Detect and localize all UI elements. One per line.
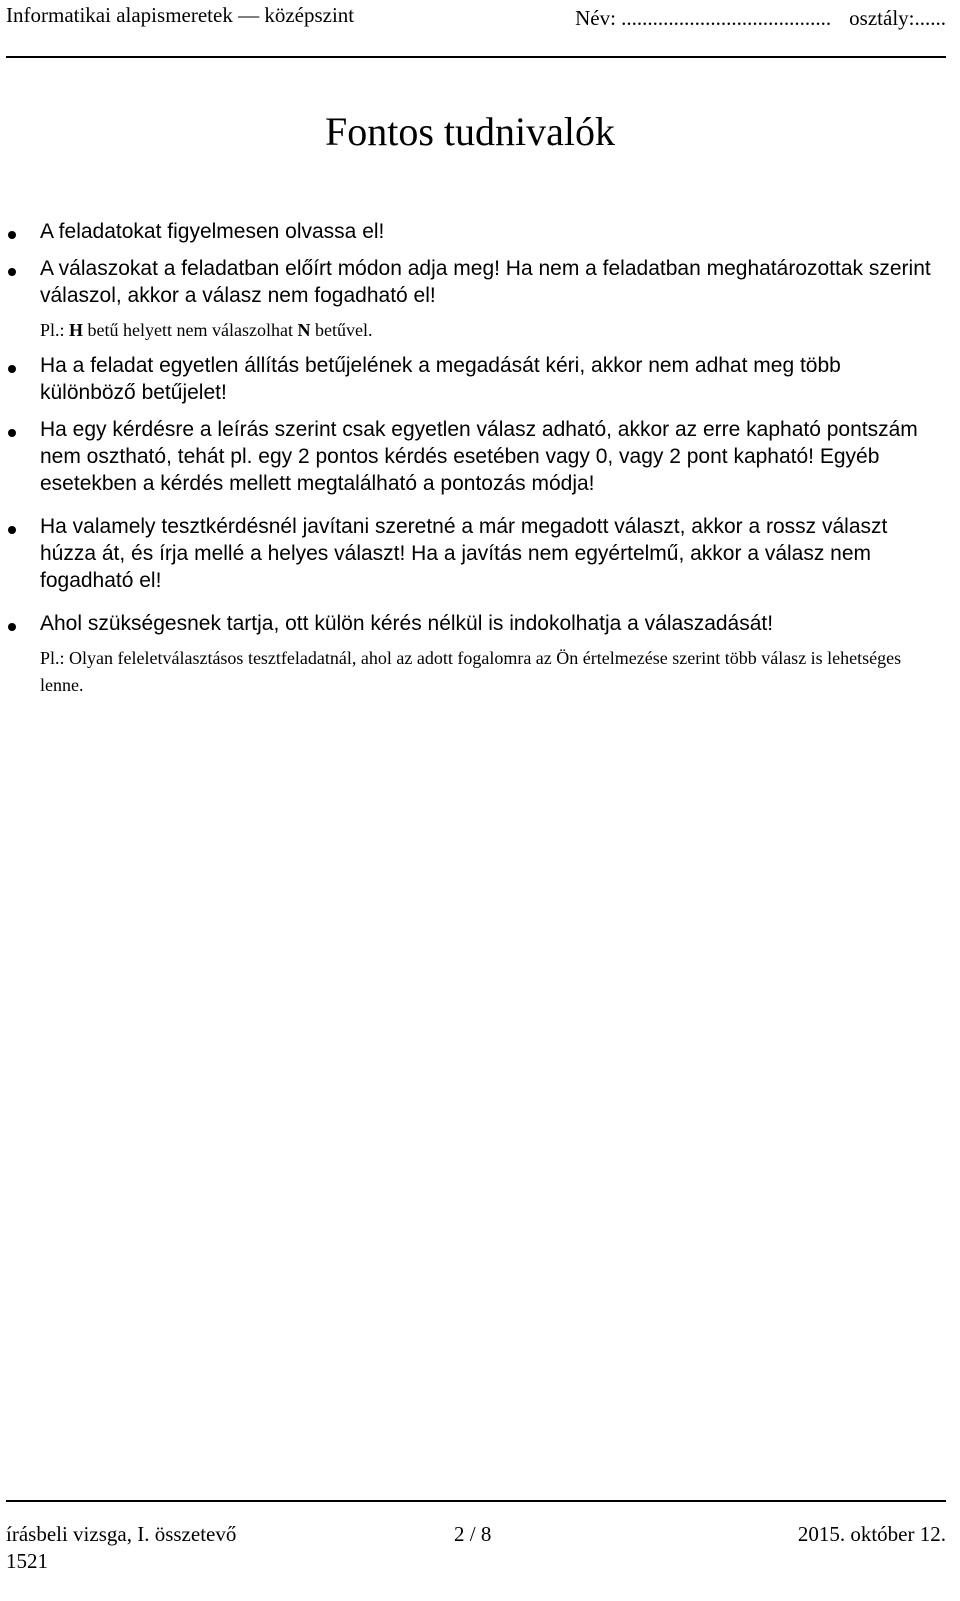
rule-example: Pl.: H betű helyett nem válaszolhat N betűvel. [40,320,373,340]
rule-item [40,513,940,594]
rule-text: A válaszokat a feladatban előírt módon adja meg! Ha nem a feladatban meghatározottak szerint válaszol, akkor a válasz nem fogadható el! [40,257,931,307]
rule-text: Ha egy kérdésre a leírás szerint csak egyetlen válasz adható, akkor az erre kapható pontszám nem osztható, tehát pl. egy 2 pontos kérdés esetében vagy 0, vagy 2 pont kapható! Egyéb esetekben a kérdés mellett megtalálható a pontozás módja! [40,418,918,495]
bullet-icon [8,268,16,276]
rule-item [40,218,940,245]
footer-page-number: 2 / 8 [454,1522,492,1546]
name-field: Név: ........................................ [575,6,832,30]
rule-item [40,255,940,309]
rules-list [40,218,940,699]
rule-item [40,416,940,497]
footer-code: 1521 [6,1549,48,1573]
footer-date: 2015. október 12. [797,1522,946,1546]
bullet-icon [8,365,16,373]
page-header [6,0,946,58]
class-field: osztály:...... [849,6,946,30]
bullet-icon [8,429,16,437]
rule-item [40,352,940,406]
rule-text: A feladatokat figyelmesen olvassa el! [40,220,385,243]
bullet-icon [8,231,16,239]
header-student-fields [575,6,946,31]
page-footer [6,1500,946,1592]
header-subject: Informatikai alapismeretek — középszint [6,3,355,27]
page-title: Fontos tudnivalók [324,109,616,154]
footer-exam: írásbeli vizsga, I. összetevő [6,1522,237,1546]
rule-text: Ahol szükségesnek tartja, ott külön kérés nélkül is indokolhatja a válaszadását! [40,612,774,635]
bullet-icon [8,526,16,534]
rule-item [40,610,940,637]
rule-example: Pl.: Olyan feleletválasztásos tesztfeladatnál, ahol az adott fogalomra az Ön értelmezése szerint több válasz is lehetséges lenne. [40,648,902,695]
rule-text: Ha valamely tesztkérdésnél javítani szeretné a már megadott választ, akkor a rossz választ húzza át, és írja mellé a helyes választ! Ha a javítás nem egyértelmű, akkor a válasz nem fogadható el! [40,515,888,592]
bullet-icon [8,623,16,631]
rule-text: Ha a feladat egyetlen állítás betűjelének a megadását kéri, akkor nem adhat meg több különböző betűjelet! [40,354,841,404]
